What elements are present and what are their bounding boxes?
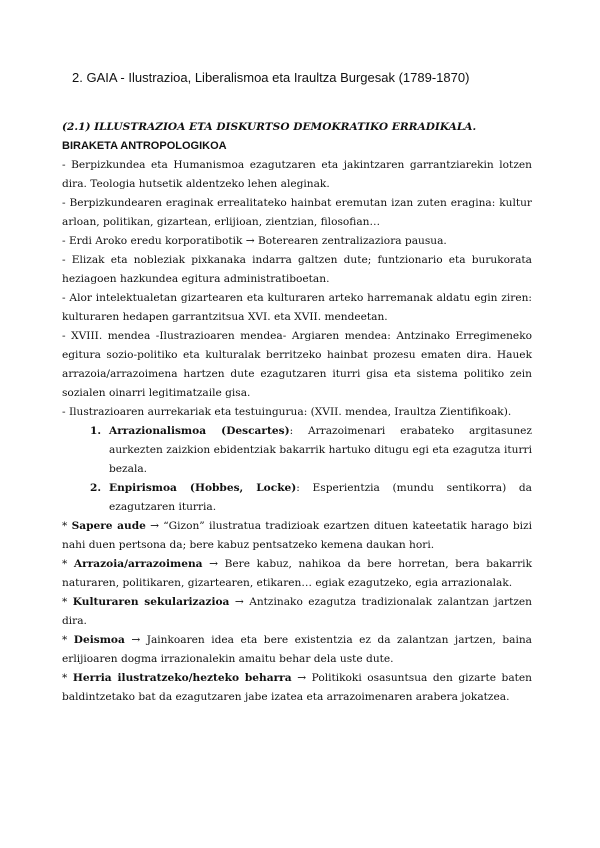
concept-text: → “Gizon” ilustratua tradizioak ezartzen dituen kateetatik harago bizi nahi duen pertsona da; bere kabuz pentsatzeko kemena daukan hori. xyxy=(62,520,532,551)
subheading: BIRAKETA ANTROPOLOGIKOA xyxy=(62,140,227,152)
concept-item: * Sapere aude → “Gizon” ilustratua tradizioak ezartzen dituen kateetatik harago bizi nahi duen pertsona da; bere kabuz pentsatzeko kemena daukan hori. xyxy=(62,520,532,551)
concept-text: → Politikoki osasuntsua den gizarte baten baldintzetako bat da ezagutzaren jabe izatea eta arrazoimenaren arabera jokatzea. xyxy=(62,672,532,703)
concept-item: * Arrazoia/arrazoimena → Bere kabuz, nahikoa da bere horretan, bera bakarrik naturaren, politikaren, gizartearen, etikaren… egiak ezagutzeko, egia arrazionalak. xyxy=(62,558,532,589)
paragraph: - Berpizkundearen eraginak errealitateko hainbat eremutan izan zuten eragina: kultur arloan, politikan, gizartean, erlijioan, zientzian, filosofian… xyxy=(62,197,532,228)
paragraph: - XVIII. mendea -Ilustrazioaren mendea- Argiaren mendea: Antzinako Erregimeneko egitura sozio-politiko eta kulturalak berritzeko hainbat prozesu ematen dira. Hauek arrazoia/arrazoimena hartzen dute ezagutzaren iturri gisa eta sistema politiko zein sozialen oinarri legitimatzaile gisa. xyxy=(62,330,532,399)
concept-term: Kulturaren sekularizazioa xyxy=(72,596,230,608)
document-body xyxy=(62,118,532,707)
list-text: : Esperientzia (mundu sentikorra) da ezagutzaren iturria. xyxy=(109,482,532,513)
concept-text: → Jainkoaren idea eta bere existentzia ez da zalantzan jartzen, baina erlijioaren dogma irrazionalekin amaitu behar dela uste dute. xyxy=(62,634,533,665)
concept-term: Herria ilustratzeko/hezteko beharra xyxy=(72,672,292,684)
list-item xyxy=(90,479,532,517)
paragraph: - Alor intelektualetan gizartearen eta kulturaren arteko harremanak aldatu egin ziren: kulturaren hedapen garrantzitsua XVI. eta XVII. mendeetan. xyxy=(62,292,532,323)
list-number: 1. xyxy=(90,425,102,437)
concept-text: → Antzinako ezagutza tradizionalak zalantzan jartzen dira. xyxy=(62,596,533,627)
paragraph: - Berpizkundea eta Humanismoa ezagutzaren eta jakintzaren garrantziarekin lotzen dira. Teologia hutsetik aldentzeko lehen aleginak. xyxy=(62,159,532,190)
paragraph: - Erdi Aroko eredu korporatibotik → Boterearen zentralizaziora pausua. xyxy=(62,235,447,247)
paragraph: - Elizak eta nobleziak pixkanaka indarra galtzen dute; funtzionario eta burukorata heziagoen hazkundea egitura administratiboetan. xyxy=(62,254,532,285)
concept-item: * Deismoa → Jainkoaren idea eta bere existentzia ez da zalantzan jartzen, baina erlijioaren dogma irrazionalekin amaitu behar dela uste dute. xyxy=(62,634,533,665)
list-term: Arrazionalismoa (Descartes) xyxy=(109,425,290,437)
list-text: : Arrazoimenari erabateko argitasunez aurkezten zaizkion ebidentziak bakarrik hartuko ditugu egi eta ezagutza iturri bezala. xyxy=(109,425,532,475)
concept-item: * Kulturaren sekularizazioa → Antzinako ezagutza tradizionalak zalantzan jartzen dira. xyxy=(62,596,533,627)
paragraph: - Ilustrazioaren aurrekariak eta testuingurua: (XVII. mendea, Iraultza Zientifikoak). xyxy=(62,406,512,418)
section-heading: (2.1) ILLUSTRAZIOA ETA DISKURTSO DEMOKRATIKO ERRADIKALA. xyxy=(62,121,477,133)
list-term: Enpirismoa (Hobbes, Locke) xyxy=(109,482,297,494)
concept-text: → Bere kabuz, nahikoa da bere horretan, bera bakarrik naturaren, politikaren, gizartearen, etikaren… egiak ezagutzeko, egia arrazionalak. xyxy=(62,558,532,589)
concept-term: Deismoa xyxy=(73,634,125,646)
numbered-list xyxy=(62,422,532,517)
concept-term: Arrazoia/arrazoimena xyxy=(73,558,203,570)
concept-item: * Herria ilustratzeko/hezteko beharra → Politikoki osasuntsua den gizarte baten baldintzetako bat da ezagutzaren jabe izatea eta arrazoimenaren arabera jokatzea. xyxy=(62,672,532,703)
list-number: 2. xyxy=(90,482,102,494)
document-title: 2. GAIA - Ilustrazioa, Liberalismoa eta Iraultza Burgesak (1789-1870) xyxy=(72,70,470,85)
list-item xyxy=(90,422,532,479)
concept-term: Sapere aude xyxy=(71,520,146,532)
